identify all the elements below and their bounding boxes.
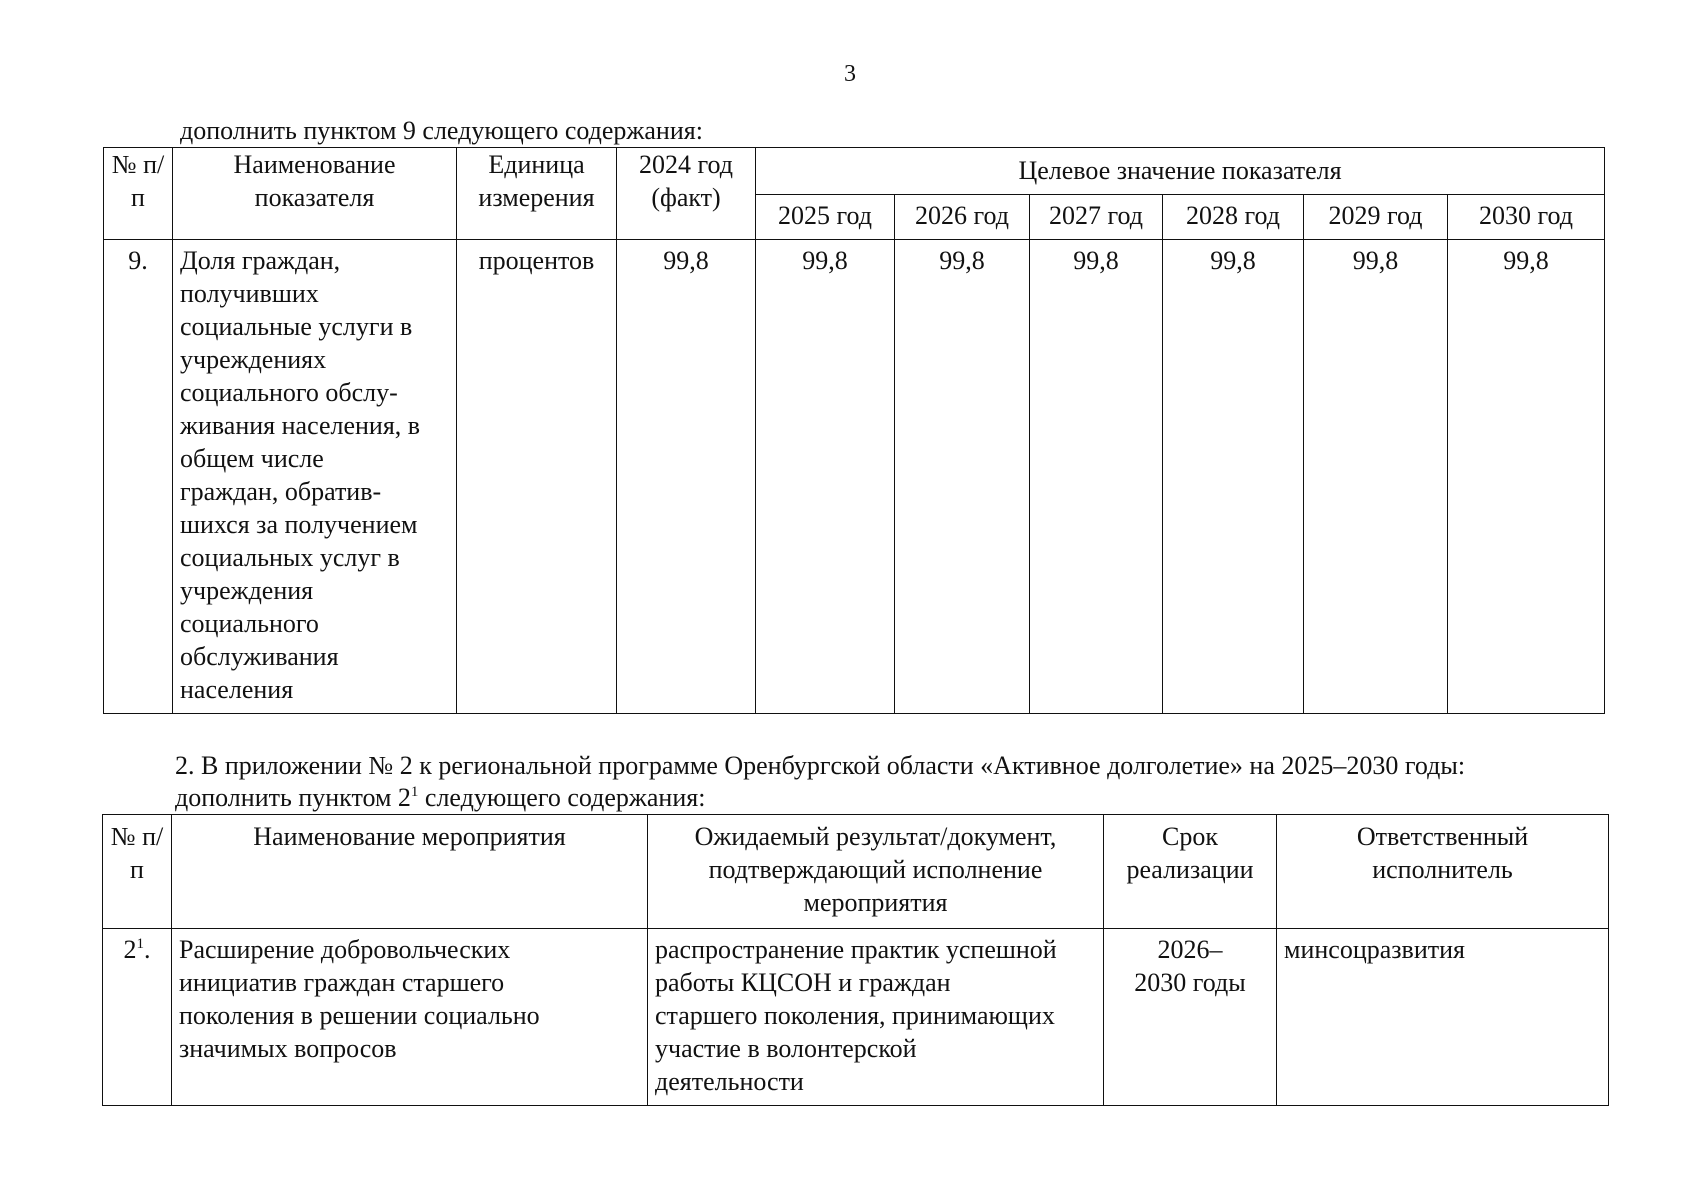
- text-line: деятельности: [655, 1067, 804, 1096]
- header-year: 2025 год: [756, 195, 895, 240]
- activity-term: [1104, 929, 1277, 1106]
- header-year: 2029 год: [1304, 195, 1448, 240]
- indicator-name: [173, 240, 457, 714]
- header-term: Срок реализации: [1104, 815, 1277, 929]
- text-line: значимых вопросов: [179, 1034, 397, 1063]
- row-num: 9.: [104, 240, 173, 714]
- text-line: старшего поколения, принимающих: [655, 1001, 1055, 1030]
- activity-responsible: минсоцразвития: [1277, 929, 1609, 1106]
- text-line: населения: [180, 675, 294, 704]
- header-num: № п/п: [104, 148, 173, 240]
- header-num: № п/п: [103, 815, 172, 929]
- text-line: социального: [180, 609, 319, 638]
- header-name: Наименование показателя: [173, 148, 457, 240]
- row-num-text: 2: [123, 935, 137, 964]
- header-year: 2026 год: [895, 195, 1030, 240]
- value-cell: 99,8: [1030, 240, 1163, 714]
- text-line: общем числе: [180, 444, 324, 473]
- value-cell: 99,8: [1163, 240, 1304, 714]
- header-result: Ожидаемый результат/документ, подтверждающий исполнение мероприятия: [648, 815, 1104, 929]
- text-line: социального обслу-: [180, 378, 398, 407]
- text-line: шихся за получением: [180, 510, 418, 539]
- table-row: [103, 929, 1609, 1106]
- text-line: живания населения, в: [180, 411, 421, 440]
- row-num-superscript: 1: [136, 936, 144, 952]
- fact-cell: 99,8: [617, 240, 756, 714]
- text-line: граждан, обратив-: [180, 477, 382, 506]
- intro-superscript: 1: [410, 784, 419, 800]
- text-line: участие в волонтерской: [655, 1034, 917, 1063]
- unit-cell: процентов: [457, 240, 617, 714]
- activity-table: [102, 814, 1609, 1106]
- header-resp: Ответственный исполнитель: [1277, 815, 1609, 929]
- text-line: получивших: [180, 279, 319, 308]
- header-fact: 2024 год (факт): [617, 148, 756, 240]
- header-unit: Единица измерения: [457, 148, 617, 240]
- page-number: 3: [844, 61, 856, 87]
- text-line: работы КЦСОН и граждан: [655, 968, 951, 997]
- section1-intro: дополнить пунктом 9 следующего содержания:: [180, 116, 703, 145]
- section2-paragraph: 2. В приложении № 2 к региональной программе Оренбургской области «Активное долголетие» на 2025–2030 годы:: [175, 751, 1466, 780]
- value-cell: 99,8: [756, 240, 895, 714]
- value-cell: 99,8: [1304, 240, 1448, 714]
- row-num-text: .: [144, 935, 151, 964]
- activity-result: [648, 929, 1104, 1106]
- text-line: поколения в решении социально: [179, 1001, 540, 1030]
- activity-name: [172, 929, 648, 1106]
- header-year: 2030 год: [1448, 195, 1605, 240]
- value-cell: 99,8: [895, 240, 1030, 714]
- text-line: социальных услуг в: [180, 543, 400, 572]
- text-line: социальные услуги в: [180, 312, 413, 341]
- intro-text: дополнить пунктом 2: [175, 783, 411, 812]
- text-line: 2030 годы: [1134, 968, 1246, 997]
- header-name: Наименование мероприятия: [172, 815, 648, 929]
- header-target: Целевое значение показателя: [756, 148, 1605, 195]
- intro-text: следующего содержания:: [418, 783, 706, 812]
- text-line: Доля граждан,: [180, 246, 341, 275]
- header-year: 2027 год: [1030, 195, 1163, 240]
- text-line: распространение практик успешной: [655, 935, 1057, 964]
- section2-intro: [175, 783, 705, 813]
- text-line: инициатив граждан старшего: [179, 968, 505, 997]
- text-line: Расширение добровольческих: [179, 935, 511, 964]
- header-year: 2028 год: [1163, 195, 1304, 240]
- indicator-table: [103, 147, 1605, 714]
- text-line: обслуживания: [180, 642, 339, 671]
- text-line: 2026–: [1157, 935, 1223, 964]
- value-cell: 99,8: [1448, 240, 1605, 714]
- text-line: учреждениях: [180, 345, 327, 374]
- table-row: [104, 240, 1605, 714]
- text-line: учреждения: [180, 576, 314, 605]
- row-num: [103, 929, 172, 1106]
